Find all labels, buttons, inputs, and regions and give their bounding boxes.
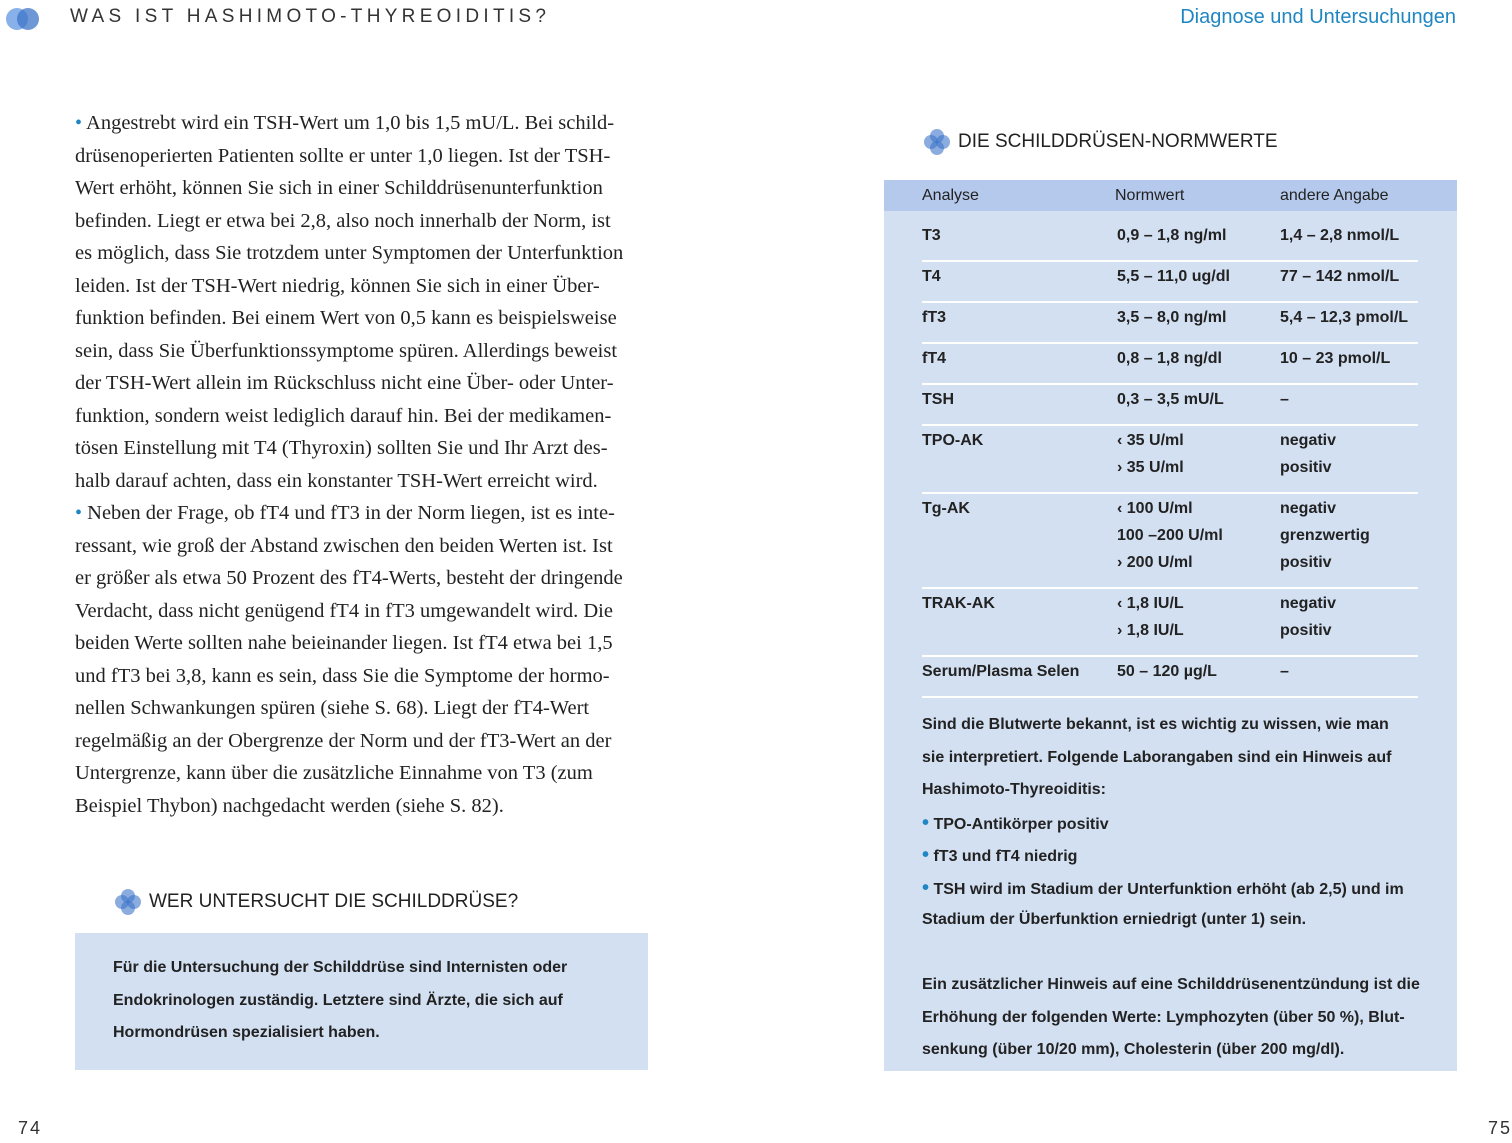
panel-text-line-content: TPO-Antikörper positiv bbox=[929, 815, 1109, 833]
cell-line: 77 – 142 nmol/L bbox=[1280, 268, 1400, 285]
cell-normwert bbox=[1117, 427, 1184, 481]
cell-line: ‹ 35 U/ml bbox=[1117, 432, 1184, 449]
bullet-icon: • bbox=[922, 811, 930, 834]
panel-text-line bbox=[922, 839, 1420, 872]
cell-analyse bbox=[922, 263, 941, 290]
cell-andere bbox=[1280, 590, 1336, 644]
text-line bbox=[75, 302, 653, 335]
bullet-icon: • bbox=[922, 844, 930, 866]
text-line bbox=[75, 270, 653, 303]
info-line: Endokrinologen zuständig. Letztere sind Ärzte, die sich auf bbox=[113, 991, 563, 1009]
cell-analyse bbox=[922, 222, 941, 249]
panel-text-line bbox=[922, 872, 1420, 905]
text-line-content: regelmäßig an der Obergrenze der Norm und der fT3-Wert an der bbox=[75, 729, 612, 752]
cell-line: Serum/Plasma Selen bbox=[922, 663, 1080, 680]
text-line bbox=[75, 497, 653, 530]
text-line-content: leiden. Ist der TSH-Wert niedrig, können Sie sich in einer Über- bbox=[75, 274, 600, 297]
normwerte-panel bbox=[884, 180, 1457, 1071]
cell-line: fT4 bbox=[922, 350, 946, 367]
cell-line: 50 – 120 µg/L bbox=[1117, 663, 1217, 680]
panel-text-line bbox=[922, 742, 1420, 775]
text-line bbox=[75, 660, 653, 693]
cell-line: – bbox=[1280, 391, 1289, 408]
cell-andere bbox=[1280, 222, 1399, 249]
cell-line: positiv bbox=[1280, 459, 1332, 476]
text-line bbox=[75, 757, 653, 790]
cell-line: 5,4 – 12,3 pmol/L bbox=[1280, 309, 1409, 326]
text-line-content: Wert erhöht, können Sie sich in einer Schilddrüsenunterfunktion bbox=[75, 177, 603, 199]
table-header-row bbox=[884, 180, 1457, 211]
panel-text-line-content: sie interpretiert. Folgende Laborangaben sind ein Hinweis auf bbox=[922, 748, 1392, 766]
cell-line: 5,5 – 11,0 ug/dl bbox=[1117, 268, 1230, 285]
info-box bbox=[75, 933, 648, 1070]
text-line-content: funktion, sondern weist lediglich darauf hin. Bei der medikamen- bbox=[75, 404, 612, 427]
section-title: Diagnose und Untersuchungen bbox=[1180, 6, 1456, 28]
cell-line: 0,8 – 1,8 ng/dl bbox=[1117, 350, 1222, 367]
column-header-analyse: Analyse bbox=[922, 187, 979, 204]
cell-analyse bbox=[922, 345, 946, 372]
text-line bbox=[75, 725, 653, 758]
table-row bbox=[922, 385, 1418, 426]
page-number-left: 74 bbox=[18, 1118, 43, 1138]
cell-line: › 35 U/ml bbox=[1117, 459, 1184, 476]
panel-text-line bbox=[922, 904, 1420, 937]
cell-andere bbox=[1280, 658, 1289, 685]
cell-line: ‹ 100 U/ml bbox=[1117, 500, 1193, 517]
cell-andere bbox=[1280, 386, 1289, 413]
panel-text-line bbox=[922, 709, 1420, 742]
info-line: Für die Untersuchung der Schilddrüse sind Internisten oder bbox=[113, 959, 568, 976]
text-line bbox=[75, 627, 653, 660]
cell-line: Tg-AK bbox=[922, 500, 970, 517]
cell-line: ‹ 1,8 IU/L bbox=[1117, 595, 1184, 612]
cell-line: 100 –200 U/ml bbox=[1117, 527, 1223, 544]
panel-text-line bbox=[922, 774, 1420, 807]
text-line bbox=[75, 140, 653, 173]
overlapping-circles-icon bbox=[113, 887, 143, 917]
cell-normwert bbox=[1117, 222, 1226, 249]
cell-normwert bbox=[1117, 495, 1223, 576]
panel-text-line bbox=[922, 807, 1420, 840]
cell-andere bbox=[1280, 345, 1390, 372]
panel-text-line-content: Sind die Blutwerte bekannt, ist es wichtig zu wissen, wie man bbox=[922, 716, 1389, 733]
cell-line: negativ bbox=[1280, 595, 1337, 612]
text-line-content: funktion befinden. Bei einem Wert von 0,5 kann es beispielsweise bbox=[75, 307, 617, 329]
overlapping-circles-icon bbox=[922, 127, 952, 157]
text-line-content: er größer als etwa 50 Prozent des fT4-Werts, besteht der dringende bbox=[75, 567, 623, 589]
text-line bbox=[75, 107, 653, 140]
cell-line: positiv bbox=[1280, 622, 1332, 639]
text-line-content: halb darauf achten, dass ein konstanter TSH-Wert erreicht wird. bbox=[75, 469, 598, 492]
cell-line: – bbox=[1280, 663, 1289, 680]
panel-text bbox=[922, 709, 1420, 1067]
cell-normwert bbox=[1117, 263, 1230, 290]
text-line-content: Verdacht, dass nicht genügend fT4 in fT3 umgewandelt wird. Die bbox=[75, 599, 613, 622]
cell-analyse bbox=[922, 590, 995, 617]
cell-normwert bbox=[1117, 386, 1224, 413]
cell-line: T3 bbox=[922, 227, 941, 244]
column-header-normwert: Normwert bbox=[1115, 187, 1185, 204]
cell-analyse bbox=[922, 386, 954, 413]
panel-text-line-content: TSH wird im Stadium der Unterfunktion erhöht (ab 2,5) und im bbox=[929, 880, 1404, 898]
text-line-content: tösen Einstellung mit T4 (Thyroxin) sollten Sie und Ihr Arzt des- bbox=[75, 437, 608, 459]
text-line-content: und fT3 bei 3,8, kann es sein, dass Sie die Symptome der hormo- bbox=[75, 664, 610, 687]
cell-line: 10 – 23 pmol/L bbox=[1280, 350, 1391, 367]
cell-line: 1,4 – 2,8 nmol/L bbox=[1280, 227, 1400, 244]
cell-normwert bbox=[1117, 345, 1222, 372]
text-line bbox=[75, 237, 653, 270]
cell-normwert bbox=[1117, 658, 1217, 685]
panel-text-line: Erhöhung der folgenden Werte: Lymphozyten (über 50 %), Blut- bbox=[922, 1008, 1405, 1026]
bullet-icon: • bbox=[75, 502, 83, 524]
text-line-content: beiden Werte sollten nahe beieinander liegen. Ist fT4 etwa bei 1,5 bbox=[75, 632, 613, 654]
running-head: WAS IST HASHIMOTO-THYREOIDITIS? bbox=[70, 6, 551, 27]
cell-line: fT3 bbox=[922, 309, 946, 326]
table-row bbox=[922, 221, 1418, 262]
paragraph-gap bbox=[922, 937, 1420, 970]
cell-line: 0,3 – 3,5 mU/L bbox=[1117, 391, 1224, 408]
text-line bbox=[75, 790, 653, 823]
info-line: Hormondrüsen spezialisiert haben. bbox=[113, 1024, 380, 1041]
panel-text-line-content: fT3 und fT4 niedrig bbox=[929, 848, 1078, 865]
bullet-icon: • bbox=[922, 876, 930, 899]
cell-line: negativ bbox=[1280, 432, 1337, 449]
text-line bbox=[75, 335, 653, 368]
text-line-content: Untergrenze, kann über die zusätzliche Einnahme von T3 (zum bbox=[75, 762, 593, 784]
text-line bbox=[75, 595, 653, 628]
text-line-content: Neben der Frage, ob fT4 und fT3 in der Norm liegen, ist es inte- bbox=[82, 502, 615, 524]
text-line bbox=[75, 172, 653, 205]
text-line bbox=[75, 692, 653, 725]
text-line-content: es möglich, dass Sie trotzdem unter Symptomen der Unterfunktion bbox=[75, 242, 624, 264]
cell-line: positiv bbox=[1280, 554, 1332, 571]
cell-andere bbox=[1280, 263, 1399, 290]
table-row bbox=[922, 494, 1418, 589]
box-heading-text: WER UNTERSUCHT DIE SCHILDDRÜSE? bbox=[149, 891, 519, 912]
cell-line: TRAK-AK bbox=[922, 595, 995, 612]
text-line-content: sein, dass Sie Überfunktionssymptome spüren. Allerdings beweist bbox=[75, 339, 618, 362]
text-line-content: nellen Schwankungen spüren (siehe S. 68). Liegt der fT4-Wert bbox=[75, 697, 590, 719]
cell-line: grenzwertig bbox=[1280, 527, 1370, 544]
bullet-icon: • bbox=[75, 112, 83, 134]
text-line bbox=[75, 400, 653, 433]
text-line-content: befinden. Liegt er etwa bei 2,8, also noch innerhalb der Norm, ist bbox=[75, 209, 611, 232]
column-header-andere: andere Angabe bbox=[1280, 187, 1389, 204]
cell-line: TSH bbox=[922, 391, 954, 408]
table-row bbox=[922, 589, 1418, 657]
table-heading-text: DIE SCHILDDRÜSEN-NORMWERTE bbox=[958, 131, 1278, 152]
table-row bbox=[922, 426, 1418, 494]
cell-normwert bbox=[1117, 590, 1184, 644]
text-line bbox=[75, 432, 653, 465]
panel-text-line-content: Stadium der Überfunktion erniedrigt (unter 1) sein. bbox=[922, 911, 1307, 928]
cell-line: › 200 U/ml bbox=[1117, 554, 1193, 571]
text-line bbox=[75, 205, 653, 238]
table-heading bbox=[922, 127, 1278, 157]
panel-text-line-content: Hashimoto-Thyreoiditis: bbox=[922, 781, 1107, 798]
cell-line: T4 bbox=[922, 268, 941, 285]
cell-analyse bbox=[922, 304, 946, 331]
box-heading-who-examines bbox=[113, 887, 518, 917]
cell-line: 0,9 – 1,8 ng/ml bbox=[1117, 227, 1227, 244]
cell-analyse bbox=[922, 658, 1079, 685]
text-line bbox=[75, 562, 653, 595]
body-text bbox=[75, 107, 653, 822]
cell-andere bbox=[1280, 495, 1370, 576]
text-line-content: Beispiel Thybon) nachgedacht werden (siehe S. 82). bbox=[75, 794, 504, 817]
text-line-content: drüsenoperierten Patienten sollte er unter 1,0 liegen. Ist der TSH- bbox=[75, 144, 611, 167]
table-row bbox=[922, 657, 1418, 698]
panel-text-line: Ein zusätzlicher Hinweis auf eine Schilddrüsenentzündung ist die bbox=[922, 976, 1420, 993]
table-row bbox=[922, 262, 1418, 303]
text-line bbox=[75, 530, 653, 563]
cell-analyse bbox=[922, 495, 970, 522]
text-line-content: Angestrebt wird ein TSH-Wert um 1,0 bis 1,5 mU/L. Bei schild- bbox=[82, 112, 615, 134]
cell-andere bbox=[1280, 304, 1408, 331]
text-line bbox=[75, 367, 653, 400]
page-number-right: 75 bbox=[1488, 1118, 1512, 1138]
text-line-content: ressant, wie groß der Abstand zwischen den beiden Werten ist. Ist bbox=[75, 534, 613, 557]
cell-line: › 1,8 IU/L bbox=[1117, 622, 1184, 639]
cell-line: TPO-AK bbox=[922, 432, 984, 449]
cell-analyse bbox=[922, 427, 983, 454]
text-line bbox=[75, 465, 653, 498]
cell-line: 3,5 – 8,0 ng/ml bbox=[1117, 309, 1227, 326]
text-line-content: der TSH-Wert allein im Rückschluss nicht eine Über- oder Unter- bbox=[75, 372, 614, 394]
table-row bbox=[922, 344, 1418, 385]
two-circles-logo-icon bbox=[4, 6, 42, 32]
panel-text-line: senkung (über 10/20 mm), Cholesterin (über 200 mg/dl). bbox=[922, 1041, 1345, 1058]
info-box-text bbox=[113, 952, 567, 1050]
cell-andere bbox=[1280, 427, 1336, 481]
table-row bbox=[922, 303, 1418, 344]
cell-normwert bbox=[1117, 304, 1226, 331]
cell-line: negativ bbox=[1280, 500, 1337, 517]
